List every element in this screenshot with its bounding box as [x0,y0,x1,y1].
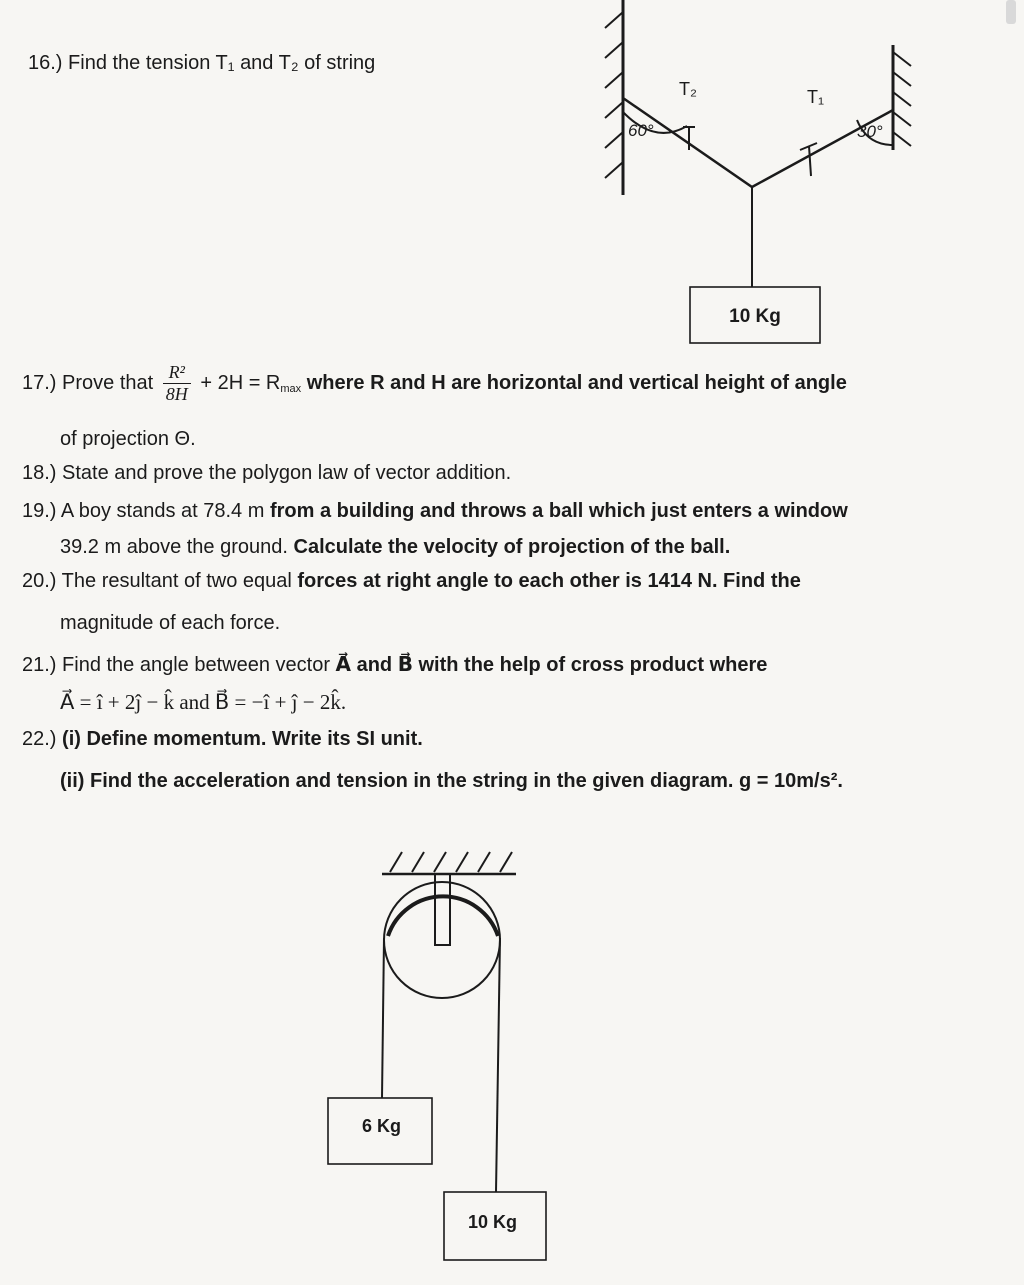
question-17 [22,362,847,405]
question-16 [28,52,375,75]
question-text-a: A boy stands at 78.4 m [60,500,265,522]
question-number: 17.) [22,371,57,394]
rope-over-pulley [388,896,498,936]
equation-middle: + 2H = R [200,371,281,394]
question-18 [22,462,511,485]
label-angle-30: 30° [857,122,883,141]
rope-right [496,938,500,1192]
label-angle-60: 60° [628,121,654,140]
right-wall-hatching [893,52,911,146]
question-tail: where R and H are horizontal and vertical height of angle [306,371,847,394]
scrollbar[interactable] [1006,0,1016,24]
question-22-part-2: (ii) Find the acceleration and tension in the string in the given diagram. g = 10m/s². [60,770,843,792]
question-text-b: from a building and throws a ball which just enters a window [269,500,848,522]
label-t1: T₁ [807,87,825,107]
question-20 [22,570,801,593]
mass-label-10kg: 10 Kg [468,1212,518,1232]
question-number: 18.) [22,462,57,484]
question-number: 21.) [22,654,57,676]
question-number: 16.) [28,52,63,74]
mass-label-10kg: 10 Kg [729,306,781,327]
question-text-a: 39.2 m above the ground. [60,536,288,558]
rope-left [382,938,384,1098]
tension-diagram [595,0,925,350]
question-17-line2: of projection Θ. [60,428,196,450]
question-22 [22,728,423,751]
question-text: State and prove the polygon law of vector addition. [62,462,512,484]
mass-label-6kg: 6 Kg [362,1116,402,1136]
pulley-support [435,874,450,945]
question-number: 20.) [22,570,57,592]
ceiling-hatching [390,852,512,872]
strings [623,98,893,187]
equation-subscript: max [280,382,302,395]
pulley-diagram [320,840,560,1270]
question-text-a: Find the angle between vector [62,654,330,676]
question-21 [22,652,767,677]
label-t2: T₂ [679,79,697,99]
question-19 [22,500,848,523]
question-part-1: (i) Define momentum. Write its SI unit. [62,728,423,750]
left-wall-hatching [605,12,623,178]
question-text-b: forces at right angle to each other is 1414 N. Find the [297,570,801,592]
fraction [163,362,191,405]
question-20-line2: magnitude of each force. [60,612,281,634]
pulley-wheel [384,882,500,998]
question-number: 19.) [22,500,57,522]
question-text: Find the tension T₁ and T₂ of string [68,52,376,74]
question-text-b: A⃗ and B⃗ with the help of cross product where [335,654,768,676]
fraction-denominator: 8H [165,384,188,404]
question-21-line2: A⃗ = î + 2ĵ − k̂ and B⃗ = −î + ĵ − 2k̂. [60,690,347,714]
question-number: 22.) [22,728,57,750]
fraction-numerator: R² [163,362,191,384]
question-text-b: Calculate the velocity of projection of the ball. [293,536,731,558]
question-prefix: Prove that [62,371,154,394]
question-text-a: The resultant of two equal [61,570,292,592]
question-19-line2 [60,536,730,559]
